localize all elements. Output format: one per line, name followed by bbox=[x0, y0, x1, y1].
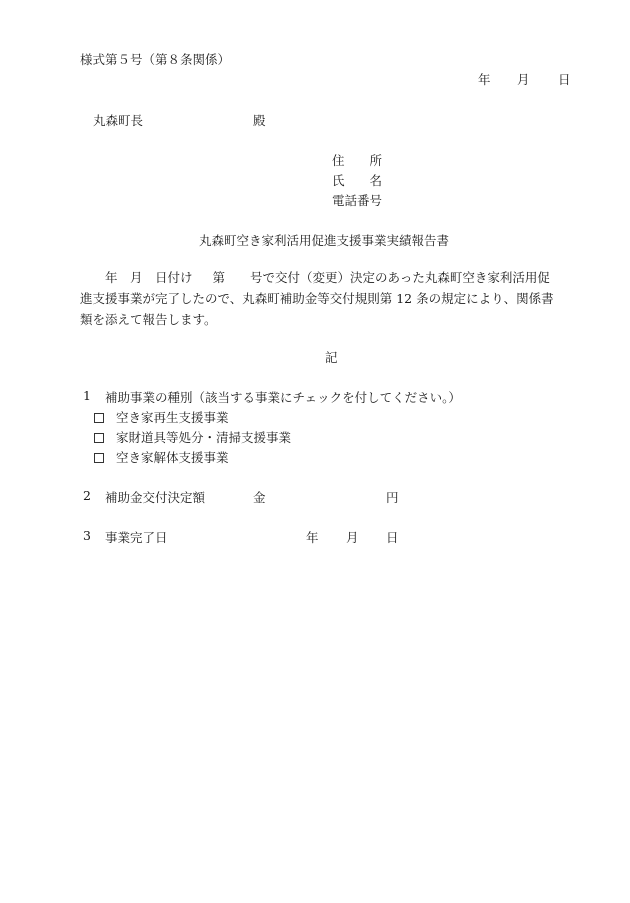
section-2-label: 補助金交付決定額 bbox=[105, 490, 206, 505]
option-label: 家財道具等処分・清掃支援事業 bbox=[116, 430, 292, 445]
section-3-label: 事業完了日 bbox=[105, 530, 168, 545]
body-number-ref: 第 号で交付（変更）決定のあった丸森町空き家利活用促 bbox=[212, 270, 550, 285]
address-label: 住 所 bbox=[332, 153, 383, 168]
option-row bbox=[94, 408, 229, 426]
section-3-month: 月 bbox=[346, 530, 359, 545]
section-1-label: 補助事業の種別（該当する事業にチェックを付してください。） bbox=[105, 390, 461, 405]
section-2-number: 2 bbox=[83, 488, 91, 503]
body-line-2: 進支援事業が完了したので、丸森町補助金等交付規則第 12 条の規定により、関係書 bbox=[80, 291, 554, 306]
body-date-ref: 年 月 日付け bbox=[105, 270, 193, 285]
section-3-number: 3 bbox=[83, 528, 91, 543]
option-label: 空き家解体支援事業 bbox=[116, 450, 229, 465]
option-row bbox=[94, 428, 291, 446]
section-3-day: 日 bbox=[386, 530, 399, 545]
section-2-kin: 金 bbox=[253, 490, 266, 505]
addressee-name: 丸森町長 bbox=[93, 113, 144, 128]
date-year: 年 bbox=[478, 72, 491, 87]
addressee-honorific: 殿 bbox=[253, 113, 266, 128]
form-number: 様式第５号（第８条関係） bbox=[80, 52, 231, 67]
ki-heading: 記 bbox=[325, 350, 338, 365]
checkbox[interactable] bbox=[94, 453, 104, 463]
phone-label: 電話番号 bbox=[332, 193, 383, 208]
body-line-1 bbox=[105, 268, 550, 286]
option-label: 空き家再生支援事業 bbox=[116, 410, 229, 425]
option-row bbox=[94, 448, 229, 466]
body-line-3: 類を添えて報告します。 bbox=[80, 312, 217, 327]
section-3-year: 年 bbox=[306, 530, 319, 545]
date-day: 日 bbox=[558, 72, 571, 87]
date-month: 月 bbox=[517, 72, 530, 87]
checkbox[interactable] bbox=[94, 433, 104, 443]
section-1-number: 1 bbox=[83, 388, 91, 403]
document-title: 丸森町空き家利活用促進支援事業実績報告書 bbox=[199, 233, 450, 248]
section-2-yen: 円 bbox=[386, 490, 399, 505]
name-label: 氏 名 bbox=[332, 173, 383, 188]
checkbox[interactable] bbox=[94, 413, 104, 423]
